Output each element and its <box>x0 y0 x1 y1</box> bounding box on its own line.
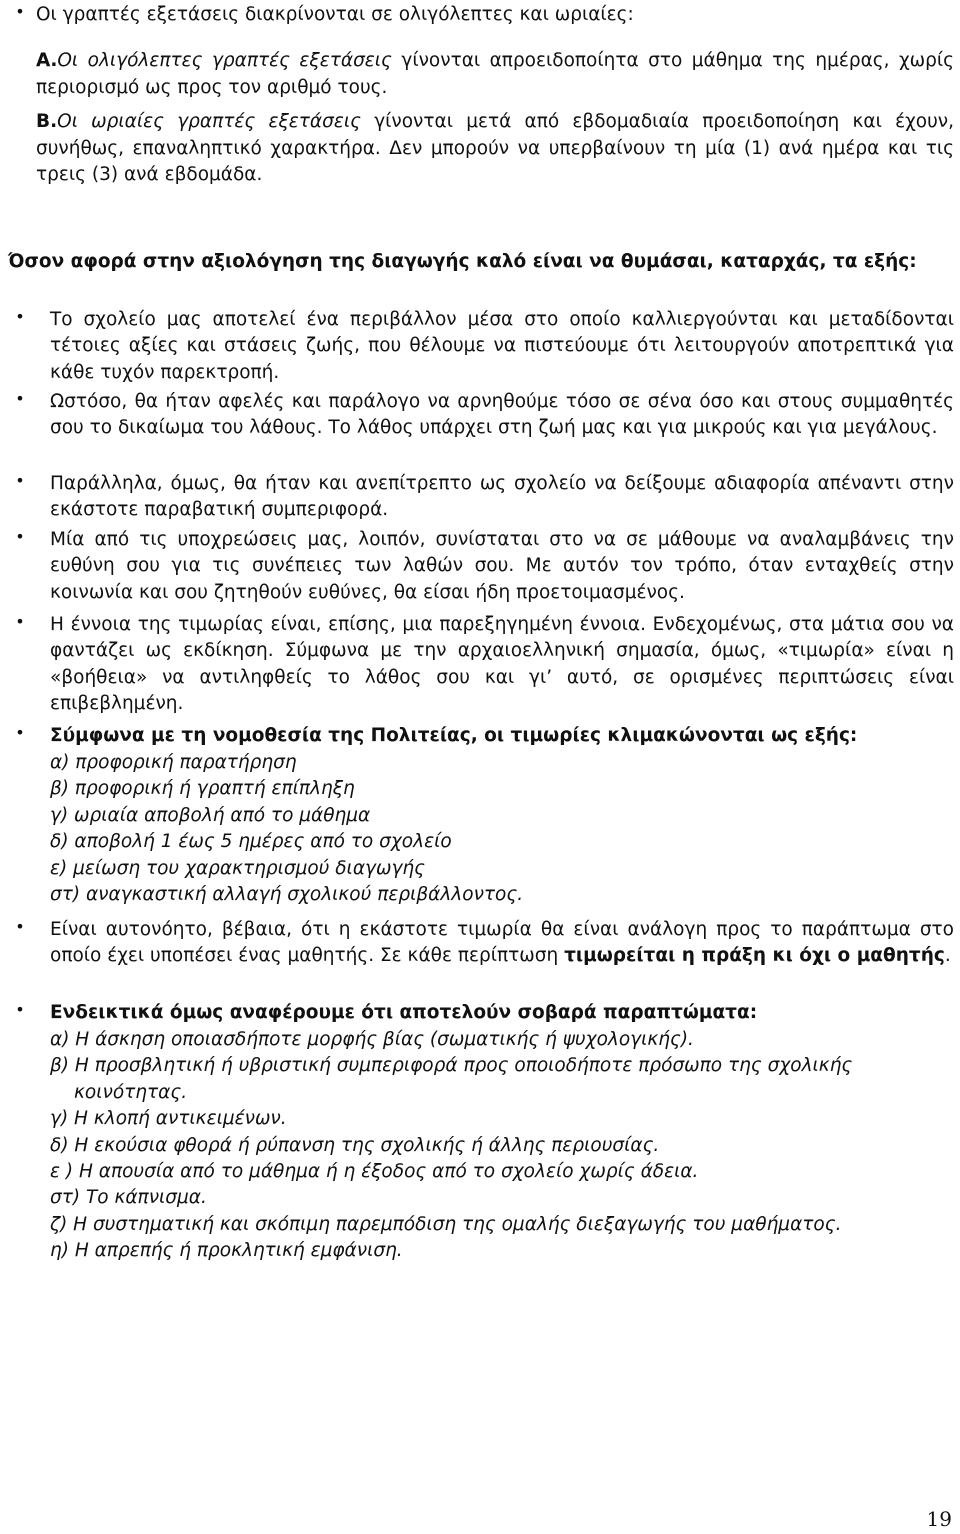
paragraph-7-end: . <box>944 945 951 967</box>
list-item: α) Η άσκηση οποιασδήποτε μορφής βίας (σωματικής ή ψυχολογικής). <box>50 1029 694 1050</box>
list-item: στ) Το κάπνισμα. <box>50 1187 207 1209</box>
list-item: η) Η απρεπής ή προκλητική εμφάνιση. <box>50 1240 403 1262</box>
item-b-marker: Β. <box>36 111 58 132</box>
intro-item-b <box>36 109 954 189</box>
paragraph-7-emphasis: τιμωρείται η πράξη κι όχι ο μαθητής <box>564 945 945 967</box>
item-b-text: γίνονται μετά από εβδομαδιαία προειδοποίηση και έχουν, συνήθως, επαναληπτικό χαρακτήρα. Δεν μπορούν να υπερβαίνουν τη μία (1) ανά ημέρα και τις τρεις (3) ανά εβδομάδα. <box>36 111 954 185</box>
paragraph-1: Το σχολείο μας αποτελεί ένα περιβάλλον μέσα στο οποίο καλλιεργούνται και μεταδίδονται τέτοιες αξίες και στάσεις ζωής, που θέλουμε να πιστεύουμε ότι λειτουργούν αποτρεπτικά για κάθε τυχόν παρεκτροπή. <box>50 309 954 383</box>
bullet: • <box>15 612 25 631</box>
list-item: δ) Η εκούσια φθορά ή ρύπανση της σχολικής ή άλλης περιουσίας. <box>50 1134 660 1156</box>
paragraph-7 <box>50 917 954 970</box>
list-item: β) Η προσβλητική ή υβριστική συμπεριφορά προς οποιοδήποτε πρόσωπο της σχολικής κοινότητας. <box>50 1055 853 1103</box>
item-a-text: γίνονται απροειδοποίητα στο μάθημα της ημέρας, χωρίς περιορισμό ως προς τον αριθμό τους. <box>36 50 954 98</box>
bullet: • <box>15 2 25 21</box>
list-item: ε) μείωση του χαρακτηρισμού διαγωγής <box>50 857 425 879</box>
bullet: • <box>15 471 25 490</box>
bullet: • <box>15 1000 25 1019</box>
offenses-list <box>50 1027 954 1265</box>
item-a-marker: Α. <box>36 50 58 71</box>
penalties-heading-text: Σύμφωνα με τη νομοθεσία της Πολιτείας, οι τιμωρίες κλιμακώνονται ως εξής: <box>50 725 858 746</box>
bullet: • <box>15 307 25 326</box>
list-item: γ) Η κλοπή αντικειμένων. <box>50 1108 287 1130</box>
page-number: 19 <box>926 1507 952 1531</box>
list-item: δ) αποβολή 1 έως 5 ημέρες από το σχολείο <box>50 831 452 853</box>
intro-text: Οι γραπτές εξετάσεις διακρίνονται σε ολιγόλεπτες και ωριαίες: <box>36 4 634 25</box>
section-heading: Όσον αφορά στην αξιολόγηση της διαγωγής καλό είναι να θυμάσαι, καταρχάς, τα εξής: <box>8 251 917 272</box>
paragraph-5: Η έννοια της τιμωρίας είναι, επίσης, μια παρεξηγημένη έννοια. Ενδεχομένως, στα μάτια σου να φαντάζει ως εκδίκηση. Σύμφωνα με την αρχαιοελληνική σημασία, όμως, «τιμωρία» είναι η «βοήθεια» να αντιληφθείς το λάθος σου και γι’ αυτό, σε ορισμένες περιπτώσεις είναι επιβεβλημένη. <box>50 614 954 715</box>
paragraph-4: Μία από τις υποχρεώσεις μας, λοιπόν, συνίσταται στο να σε μάθουμε να αναλαμβάνεις την ευθύνη σου για τις συνέπειες των λαθών σου. Με αυτόν τον τρόπο, όταν ενταχθείς στην κοινωνία και σου ζητηθούν ευθύνες, θα είσαι ήδη προετοιμασμένος. <box>50 529 954 603</box>
item-b-title: Οι ωριαίες γραπτές εξετάσεις <box>57 111 361 132</box>
list-item: ζ) Η συστηματική και σκόπιμη παρεμπόδιση της ομαλής διεξαγωγής του μαθήματος. <box>50 1213 842 1235</box>
list-item: ε ) Η απουσία από το μάθημα ή η έξοδος από το σχολείο χωρίς άδεια. <box>50 1161 699 1183</box>
intro-item-a <box>36 48 954 101</box>
penalties-heading <box>50 723 954 749</box>
list-item: β) προφορική ή γραπτή επίπληξη <box>50 778 355 800</box>
bullet: • <box>15 723 25 742</box>
paragraph-7-text: Είναι αυτονόητο, βέβαια, ότι η εκάστοτε τιμωρία θα είναι ανάλογη προς το παράπτωμα στο οποίο έχει υποπέσει ένας μαθητής. Σε κάθε περίπτωση <box>50 919 954 967</box>
offenses-heading: Ενδεικτικά όμως αναφέρουμε ότι αποτελούν σοβαρά παραπτώματα: <box>50 1002 758 1023</box>
bullet: • <box>15 389 25 408</box>
item-a-title: Οι ολιγόλεπτες γραπτές εξετάσεις <box>57 50 392 71</box>
bullet: • <box>15 917 25 936</box>
penalties-list <box>50 750 954 908</box>
paragraph-3: Παράλληλα, όμως, θα ήταν και ανεπίτρεπτο ως σχολείο να δείξουμε αδιαφορία απέναντι στην εκάστοτε παραβατική συμπεριφορά. <box>50 473 954 521</box>
paragraph-2: Ωστόσο, θα ήταν αφελές και παράλογο να αρνηθούμε τόσο σε σένα όσο και στους συμμαθητές σου το δικαίωμα του λάθους. Το λάθος υπάρχει στη ζωή μας και για μικρούς και για μεγάλους. <box>50 391 954 439</box>
list-item: γ) ωριαία αποβολή από το μάθημα <box>50 804 371 826</box>
list-item: α) προφορική παρατήρηση <box>50 752 297 773</box>
list-item: στ) αναγκαστική αλλαγή σχολικού περιβάλλοντος. <box>50 884 524 906</box>
bullet: • <box>15 527 25 546</box>
